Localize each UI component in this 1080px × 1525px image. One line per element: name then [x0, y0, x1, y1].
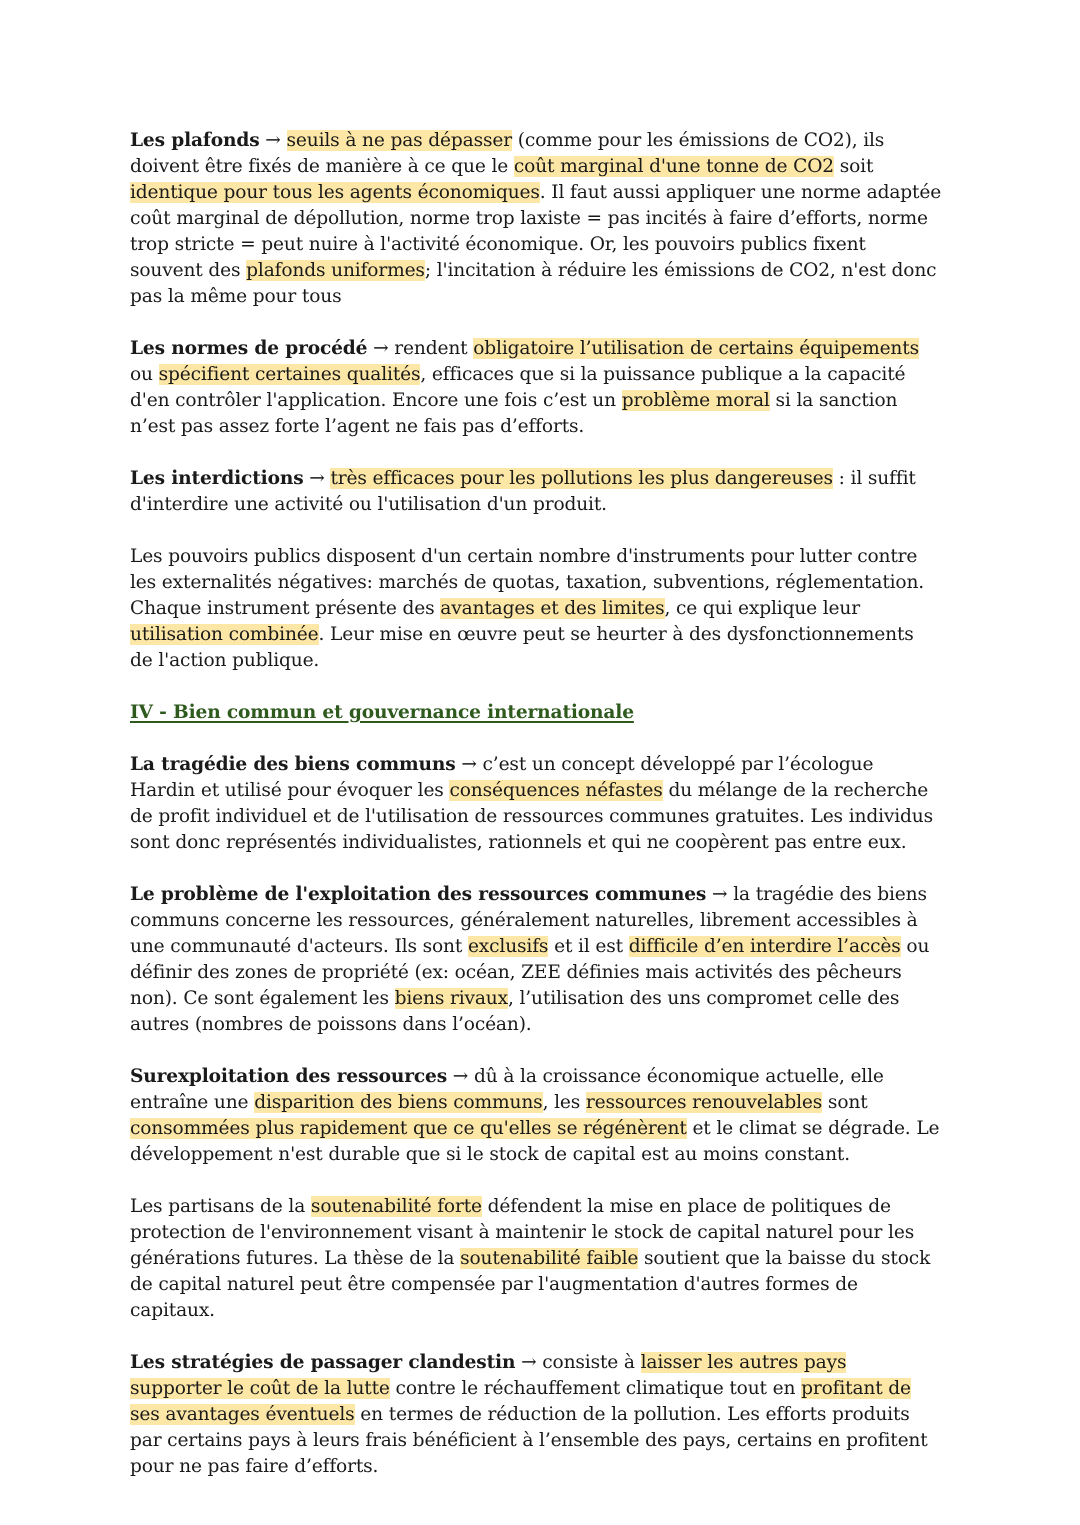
highlight: coût marginal d'une tonne de CO2 — [513, 156, 834, 177]
highlight: problème moral — [621, 390, 770, 411]
highlight: spécifient certaines qualités — [158, 364, 421, 385]
highlight: exclusifs — [467, 936, 549, 957]
term: Les interdictions — [130, 468, 304, 489]
highlight: seuils à ne pas dépasser — [286, 130, 512, 151]
paragraph-tragedie-biens-communs: La tragédie des biens communs → c’est un concept développé par l’écologue Hardin et utilisé pour évoquer les conséquences néfastes du mélange de la recherche de profit individuel et de l'utilisation de ressources communes gratuites. Les individus sont donc représentés individualistes, rationnels et qui ne coopèrent pas entre eux. — [130, 754, 934, 853]
highlight: soutenabilité faible — [460, 1248, 639, 1269]
highlight: difficile d’en interdire l’accès — [628, 936, 901, 957]
highlight: conséquences néfastes — [449, 780, 663, 801]
document-page — [130, 128, 942, 1506]
highlight: consommées plus rapidement que ce qu'elles se régénèrent — [130, 1118, 687, 1139]
paragraph-plafonds: Les plafonds → seuils à ne pas dépasser (comme pour les émissions de CO2), ils doivent être fixés de manière à ce que le coût marginal d'une tonne de CO2 soit identique pour tous les agents économiques. Il faut aussi appliquer une norme adaptée coût marginal de dépollution, norme trop laxiste = pas incités à faire d’efforts, norme trop stricte = peut nuire à l'activité économique. Or, les pouvoirs publics fixent souvent des plafonds uniformes; l'incitation à réduire les émissions de CO2, n'est donc pas la même pour tous — [130, 130, 942, 307]
term: Le problème de l'exploitation des ressources communes — [130, 884, 707, 905]
paragraph-exploitation-ressources: Le problème de l'exploitation des ressources communes → la tragédie des biens communs concerne les ressources, généralement naturelles, librement accessibles à une communauté d'acteurs. Ils sont exclusifs et il est difficile d’en interdire l’accès ou définir des zones de propriété (ex: océan, ZEE définies mais activités des pêcheurs non). Ce sont également les biens rivaux, l’utilisation des uns compromet celle des autres (nombres de poissons dans l’océan). — [130, 884, 930, 1035]
paragraph-normes-de-procede: Les normes de procédé → rendent obligatoire l’utilisation de certains équipements ou spécifient certaines qualités, efficaces que si la puissance publique a la capacité d'en contrôler l'application. Encore une fois c’est un problème moral si la sanction n’est pas assez forte l’agent ne fais pas d’efforts. — [130, 338, 919, 437]
section-heading: IV - Bien commun et gouvernance internationale — [130, 702, 634, 723]
highlight: très efficaces pour les pollutions les plus dangereuses — [330, 468, 833, 489]
highlight: biens rivaux — [394, 988, 508, 1009]
highlight: utilisation combinée — [130, 624, 319, 645]
highlight: avantages et des limites — [440, 598, 665, 619]
highlight: profitant de ses avantages éventuels — [130, 1378, 911, 1425]
term: Les normes de procédé — [130, 338, 368, 359]
highlight: identique pour tous les agents économiques — [130, 182, 540, 203]
paragraph-surexploitation: Surexploitation des ressources → dû à la croissance économique actuelle, elle entraîne une disparition des biens communs, les ressources renouvelables sont consommées plus rapidement que ce qu'elles se régénèrent et le climat se dégrade. Le développement n'est durable que si le stock de capital est au moins constant. — [130, 1066, 940, 1165]
highlight: soutenabilité forte — [310, 1196, 482, 1217]
term: Surexploitation des ressources — [130, 1066, 448, 1087]
highlight: laisser les autres pays supporter le coût de la lutte — [130, 1352, 847, 1399]
term: Les stratégies de passager clandestin — [130, 1352, 516, 1373]
highlight: obligatoire l’utilisation de certains équipements — [473, 338, 919, 359]
term: La tragédie des biens communs — [130, 754, 456, 775]
term: Les plafonds — [130, 130, 260, 151]
highlight: ressources renouvelables — [585, 1092, 823, 1113]
paragraph-soutenabilite: Les partisans de la soutenabilité forte défendent la mise en place de politiques de protection de l'environnement visant à maintenir le stock de capital naturel pour les générations futures. La thèse de la soutenabilité faible soutient que la baisse du stock de capital naturel peut être compensée par l'augmentation d'autres formes de capitaux. — [130, 1196, 931, 1321]
highlight: plafonds uniformes — [246, 260, 425, 281]
paragraph-instruments-summary: Les pouvoirs publics disposent d'un certain nombre d'instruments pour lutter contre les externalités négatives: marchés de quotas, taxation, subventions, réglementation. Chaque instrument présente des avantages et des limites, ce qui explique leur utilisation combinée. Leur mise en œuvre peut se heurter à des dysfonctionnements de l'action publique. — [130, 546, 925, 671]
paragraph-passager-clandestin: Les stratégies de passager clandestin → consiste à laisser les autres pays supporter le coût de la lutte contre le réchauffement climatique tout en profitant de ses avantages éventuels en termes de réduction de la pollution. Les efforts produits par certains pays à leurs frais bénéficient à l’ensemble des pays, certains en profitent pour ne pas faire d’efforts. — [130, 1352, 928, 1477]
paragraph-interdictions: Les interdictions → très efficaces pour les pollutions les plus dangereuses : il suffit d'interdire une activité ou l'utilisation d'un produit. — [130, 468, 916, 515]
highlight: disparition des biens communs — [254, 1092, 543, 1113]
